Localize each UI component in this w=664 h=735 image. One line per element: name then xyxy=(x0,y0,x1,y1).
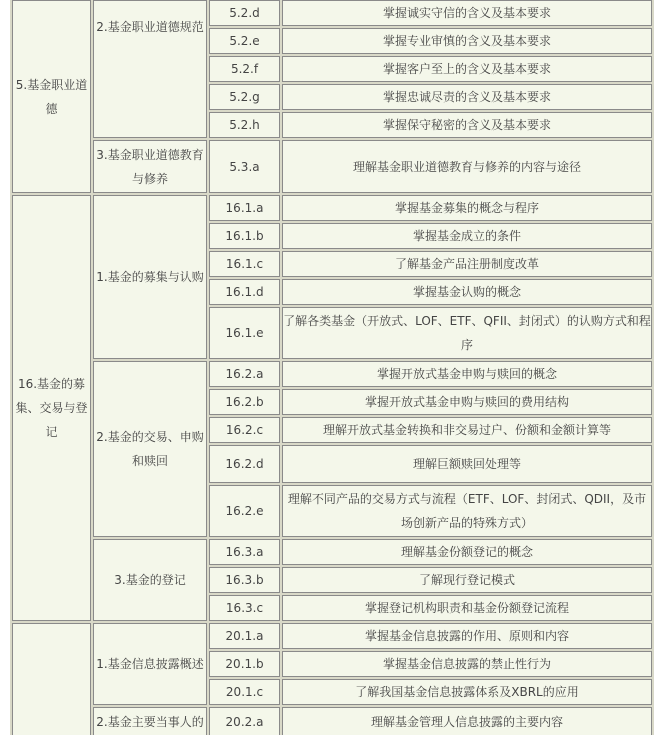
requirement-cell: 掌握忠诚尽责的含义及基本要求 xyxy=(282,84,652,110)
topic-cell: 1.基金信息披露概述 xyxy=(93,623,207,705)
requirement-cell: 掌握客户至上的含义及基本要求 xyxy=(282,56,652,82)
requirement-cell: 掌握开放式基金申购与赎回的费用结构 xyxy=(282,389,652,415)
code-cell: 16.2.e xyxy=(209,485,280,537)
table-row xyxy=(12,707,652,735)
code-cell: 16.3.a xyxy=(209,539,280,565)
topic-cell: 1.基金的募集与认购 xyxy=(93,195,207,359)
code-cell: 5.2.e xyxy=(209,28,280,54)
code-cell: 5.3.a xyxy=(209,140,280,193)
code-cell: 16.1.a xyxy=(209,195,280,221)
table-row xyxy=(12,195,652,221)
requirement-cell: 掌握基金募集的概念与程序 xyxy=(282,195,652,221)
requirement-cell: 理解巨额赎回处理等 xyxy=(282,445,652,483)
requirement-cell: 理解开放式基金转换和非交易过户、份额和金额计算等 xyxy=(282,417,652,443)
requirement-cell: 掌握保守秘密的含义及基本要求 xyxy=(282,112,652,138)
requirement-cell: 理解基金职业道德教育与修养的内容与途径 xyxy=(282,140,652,193)
code-cell: 16.2.a xyxy=(209,361,280,387)
chapter-cell: 16.基金的募集、交易与登记 xyxy=(12,195,91,621)
code-cell: 16.1.c xyxy=(209,251,280,277)
requirement-cell: 理解基金份额登记的概念 xyxy=(282,539,652,565)
code-cell: 16.2.d xyxy=(209,445,280,483)
code-cell: 20.1.c xyxy=(209,679,280,705)
table-row xyxy=(12,361,652,387)
topic-cell: 2.基金职业道德规范 xyxy=(93,0,207,138)
table-row xyxy=(12,539,652,565)
topic-cell: 2.基金主要当事人的 xyxy=(93,707,207,735)
table-row xyxy=(12,623,652,649)
requirement-cell: 掌握专业审慎的含义及基本要求 xyxy=(282,28,652,54)
code-cell: 20.2.a xyxy=(209,707,280,735)
requirement-cell: 掌握基金信息披露的作用、原则和内容 xyxy=(282,623,652,649)
code-cell: 20.1.b xyxy=(209,651,280,677)
code-cell: 16.2.b xyxy=(209,389,280,415)
chapter-cell xyxy=(12,623,91,735)
topic-cell: 2.基金的交易、申购和赎回 xyxy=(93,361,207,537)
requirement-cell: 掌握基金认购的概念 xyxy=(282,279,652,305)
chapter-cell: 5.基金职业道德 xyxy=(12,0,91,193)
requirement-cell: 掌握登记机构职责和基金份额登记流程 xyxy=(282,595,652,621)
table-row xyxy=(12,0,652,26)
code-cell: 5.2.h xyxy=(209,112,280,138)
requirement-cell: 了解各类基金（开放式、LOF、ETF、QFII、封闭式）的认购方式和程序 xyxy=(282,307,652,359)
code-cell: 16.3.b xyxy=(209,567,280,593)
code-cell: 16.2.c xyxy=(209,417,280,443)
code-cell: 16.1.e xyxy=(209,307,280,359)
topic-cell: 3.基金的登记 xyxy=(93,539,207,621)
table-row xyxy=(12,140,652,193)
requirement-cell: 了解现行登记模式 xyxy=(282,567,652,593)
requirement-cell: 理解不同产品的交易方式与流程（ETF、LOF、封闭式、QDII，及市场创新产品的特殊方式） xyxy=(282,485,652,537)
requirement-cell: 理解基金管理人信息披露的主要内容 xyxy=(282,707,652,735)
requirement-cell: 掌握诚实守信的含义及基本要求 xyxy=(282,0,652,26)
code-cell: 5.2.d xyxy=(209,0,280,26)
code-cell: 20.1.a xyxy=(209,623,280,649)
topic-cell: 3.基金职业道德教育与修养 xyxy=(93,140,207,193)
requirement-cell: 掌握基金信息披露的禁止性行为 xyxy=(282,651,652,677)
requirement-cell: 了解基金产品注册制度改革 xyxy=(282,251,652,277)
code-cell: 5.2.f xyxy=(209,56,280,82)
code-cell: 16.3.c xyxy=(209,595,280,621)
code-cell: 16.1.b xyxy=(209,223,280,249)
requirement-cell: 掌握开放式基金申购与赎回的概念 xyxy=(282,361,652,387)
requirement-cell: 了解我国基金信息披露体系及XBRL的应用 xyxy=(282,679,652,705)
requirement-cell: 掌握基金成立的条件 xyxy=(282,223,652,249)
code-cell: 5.2.g xyxy=(209,84,280,110)
code-cell: 16.1.d xyxy=(209,279,280,305)
syllabus-table xyxy=(10,0,654,735)
